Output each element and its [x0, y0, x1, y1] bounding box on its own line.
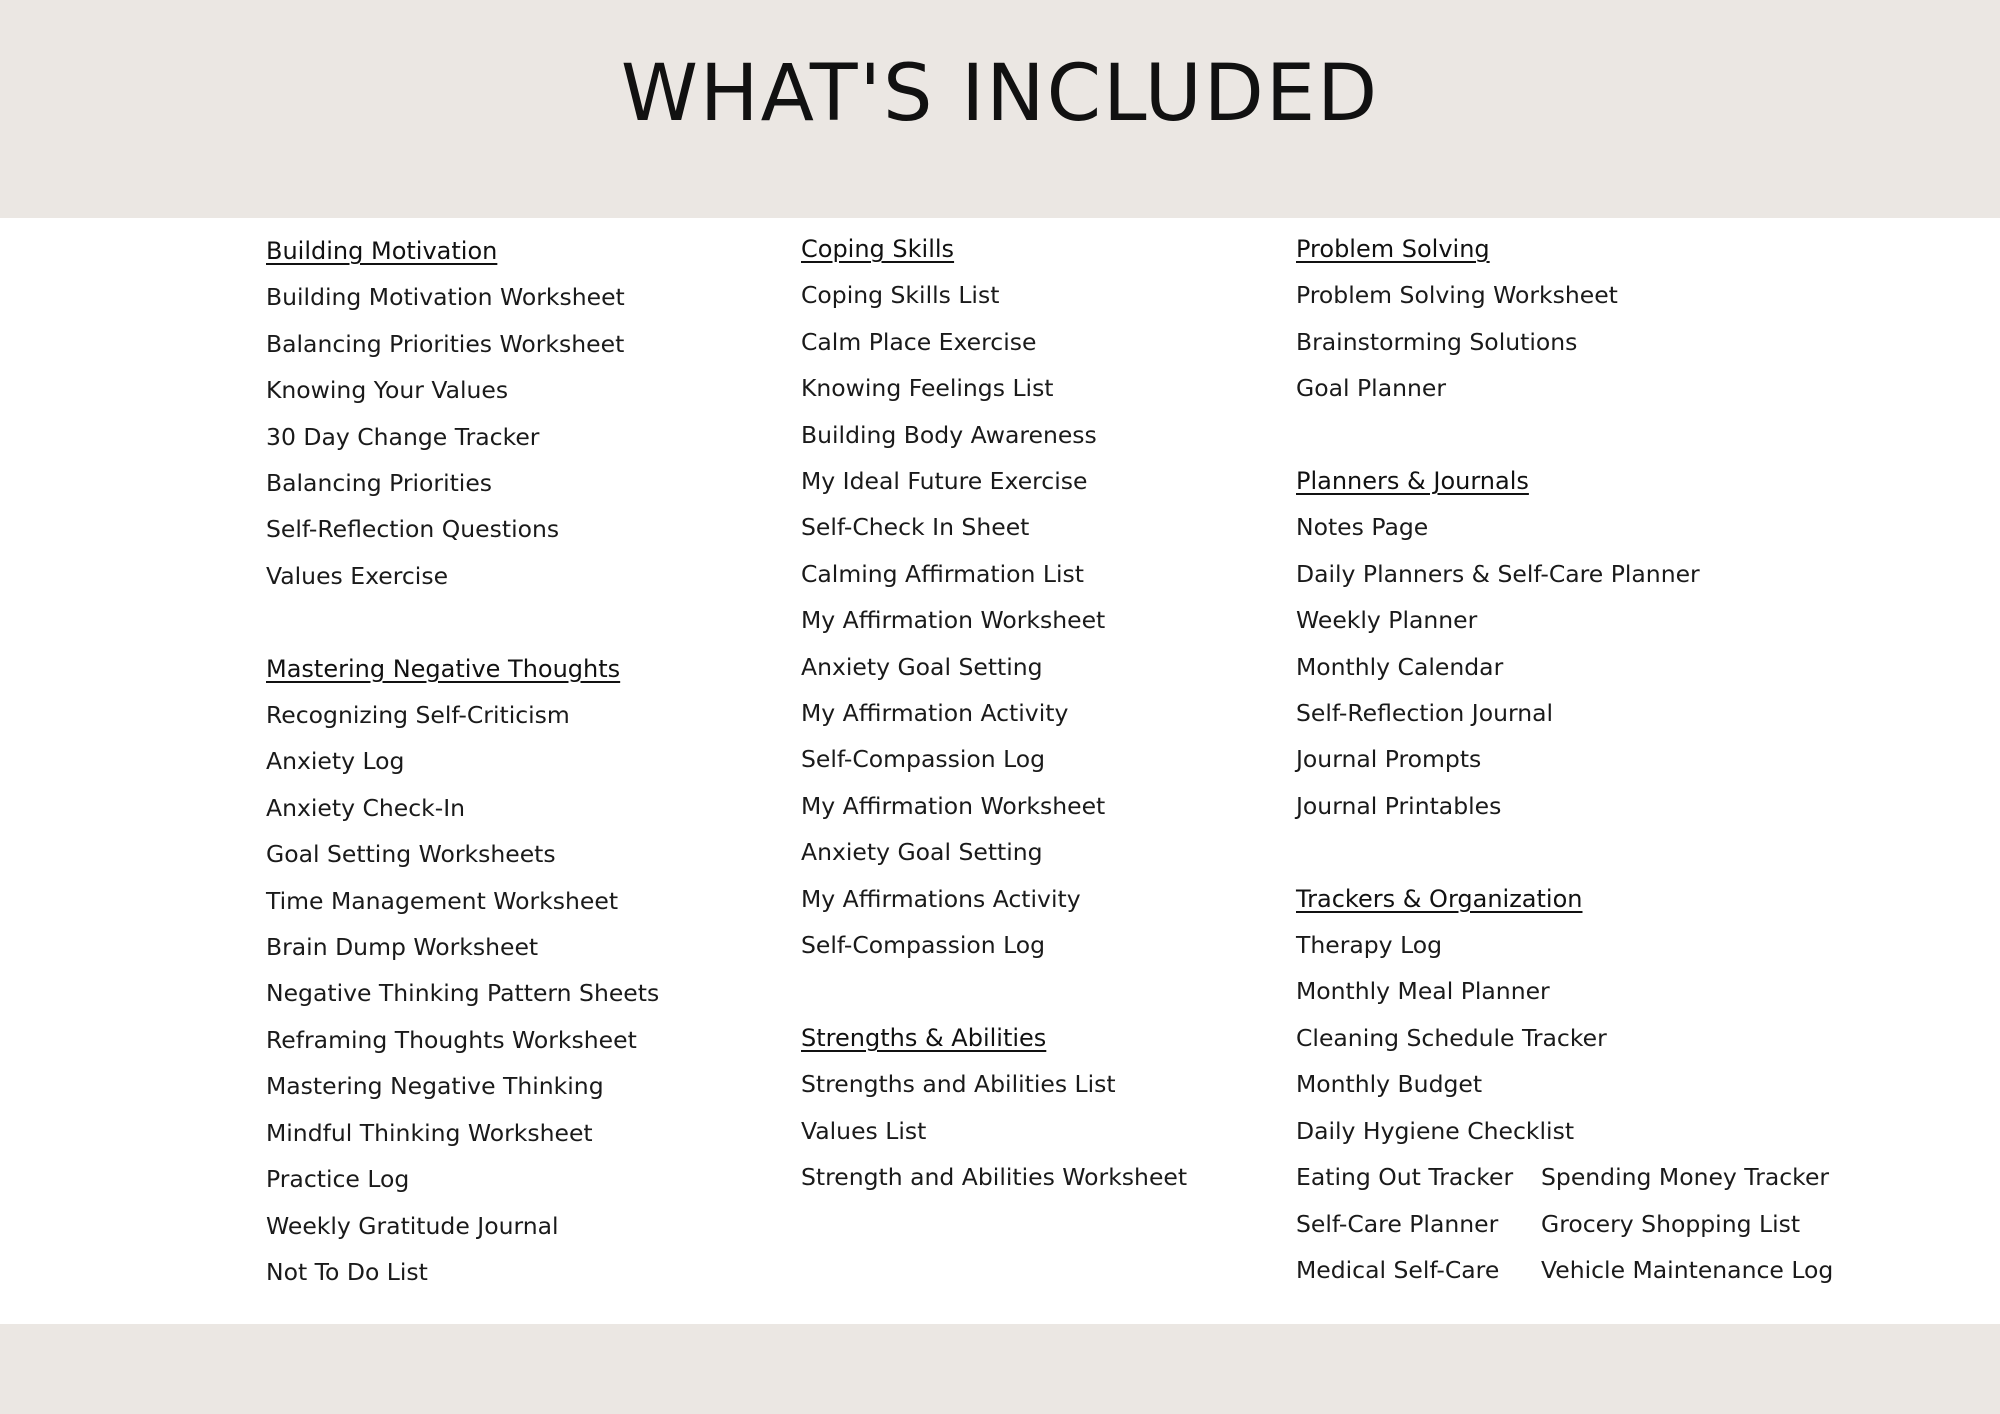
page-title: WHAT'S INCLUDED [620, 49, 1380, 139]
list-item: Negative Thinking Pattern Sheets [266, 979, 660, 1008]
list-item: Monthly Budget [1296, 1070, 1483, 1099]
list-item: Self-Check In Sheet [801, 513, 1030, 542]
list-item: Values List [801, 1116, 927, 1145]
list-item: Goal Planner [1296, 374, 1446, 403]
section-mastering-negative-thoughts [266, 646, 659, 1296]
list-item: Strength and Abilities Worksheet [801, 1163, 1188, 1192]
section-heading: Strengths & Abilities [801, 1023, 1047, 1052]
section-trackers-organization [1296, 876, 1833, 1294]
list-item: Coping Skills List [801, 281, 1000, 310]
item-list [266, 692, 659, 1295]
list-item: Self-Compassion Log [801, 745, 1046, 774]
list-item: Therapy Log [1296, 931, 1443, 960]
item-pair-row [1296, 1247, 1833, 1293]
list-item: Building Motivation Worksheet [266, 283, 625, 312]
list-item: Brain Dump Worksheet [266, 933, 539, 962]
item-pair-row [1296, 1201, 1833, 1247]
list-item: Building Body Awareness [801, 420, 1097, 449]
list-item: Medical Self-Care [1296, 1255, 1500, 1284]
list-item: Problem Solving Worksheet [1296, 281, 1618, 310]
item-list [1296, 272, 1833, 411]
list-item: My Affirmation Worksheet [801, 791, 1106, 820]
item-list [1296, 504, 1833, 829]
list-item: Daily Planners & Self-Care Planner [1296, 559, 1700, 588]
list-item: Values Exercise [266, 561, 449, 590]
list-item: Self-Compassion Log [801, 931, 1046, 960]
list-item: Not To Do List [266, 1257, 428, 1286]
list-item: Calm Place Exercise [801, 327, 1037, 356]
item-list [801, 1061, 1187, 1200]
section-planners-journals [1296, 458, 1833, 829]
list-item: Cleaning Schedule Tracker [1296, 1023, 1607, 1052]
item-list [801, 272, 1187, 968]
list-item: Knowing Feelings List [801, 374, 1054, 403]
column-1 [266, 228, 659, 1295]
list-item: Calming Affirmation List [801, 559, 1084, 588]
list-item: Spending Money Tracker [1541, 1163, 1830, 1192]
section-heading: Problem Solving [1296, 235, 1490, 263]
list-item: Strengths and Abilities List [801, 1070, 1116, 1099]
list-item: Self-Reflection Questions [266, 515, 560, 544]
list-item: Balancing Priorities Worksheet [266, 329, 625, 358]
list-item: Notes Page [1296, 513, 1429, 542]
list-item: Weekly Gratitude Journal [266, 1211, 559, 1240]
list-item: Vehicle Maintenance Log [1541, 1255, 1834, 1284]
list-item: Anxiety Goal Setting [801, 652, 1043, 681]
list-item: Journal Printables [1296, 791, 1502, 820]
section-coping-skills [801, 226, 1187, 969]
list-item: Journal Prompts [1296, 745, 1482, 774]
list-item: My Affirmation Activity [801, 699, 1069, 728]
column-2 [801, 226, 1187, 1201]
list-item: Self-Care Planner [1296, 1209, 1499, 1238]
list-item: Eating Out Tracker [1296, 1163, 1514, 1192]
list-item: Balancing Priorities [266, 469, 493, 498]
list-item: Practice Log [266, 1165, 410, 1194]
list-item: Reframing Thoughts Worksheet [266, 1025, 637, 1054]
section-strengths-abilities [801, 1015, 1187, 1201]
list-item: Mindful Thinking Worksheet [266, 1118, 593, 1147]
section-heading: Planners & Journals [1296, 467, 1529, 496]
item-list [266, 274, 659, 599]
list-item: My Affirmation Worksheet [801, 606, 1106, 635]
column-3 [1296, 226, 1833, 1293]
list-item: Brainstorming Solutions [1296, 327, 1578, 356]
list-item: 30 Day Change Tracker [266, 422, 540, 451]
list-item: Goal Setting Worksheets [266, 840, 556, 869]
footer-band [0, 1324, 2000, 1414]
list-item: My Ideal Future Exercise [801, 467, 1088, 496]
list-item: Time Management Worksheet [266, 886, 619, 915]
list-item: Mastering Negative Thinking [266, 1072, 604, 1101]
list-item: Daily Hygiene Checklist [1296, 1116, 1575, 1145]
section-problem-solving [1296, 226, 1833, 412]
item-list [1296, 922, 1833, 1154]
list-item: Monthly Meal Planner [1296, 977, 1550, 1006]
section-heading: Trackers & Organization [1296, 884, 1583, 913]
section-building-motivation [266, 228, 659, 599]
section-heading: Mastering Negative Thoughts [266, 654, 621, 683]
list-item: Monthly Calendar [1296, 652, 1504, 681]
list-item: Anxiety Check-In [266, 793, 466, 822]
list-item: Anxiety Log [266, 747, 405, 776]
item-pair-row [1296, 1154, 1833, 1200]
section-heading: Coping Skills [801, 235, 955, 263]
list-item: Recognizing Self-Criticism [266, 701, 570, 730]
list-item: Weekly Planner [1296, 606, 1478, 635]
list-item: Grocery Shopping List [1541, 1209, 1801, 1238]
list-item: Knowing Your Values [266, 376, 509, 405]
list-item: Anxiety Goal Setting [801, 838, 1043, 867]
section-heading: Building Motivation [266, 237, 498, 265]
list-item: My Affirmations Activity [801, 884, 1081, 913]
list-item: Self-Reflection Journal [1296, 699, 1554, 728]
